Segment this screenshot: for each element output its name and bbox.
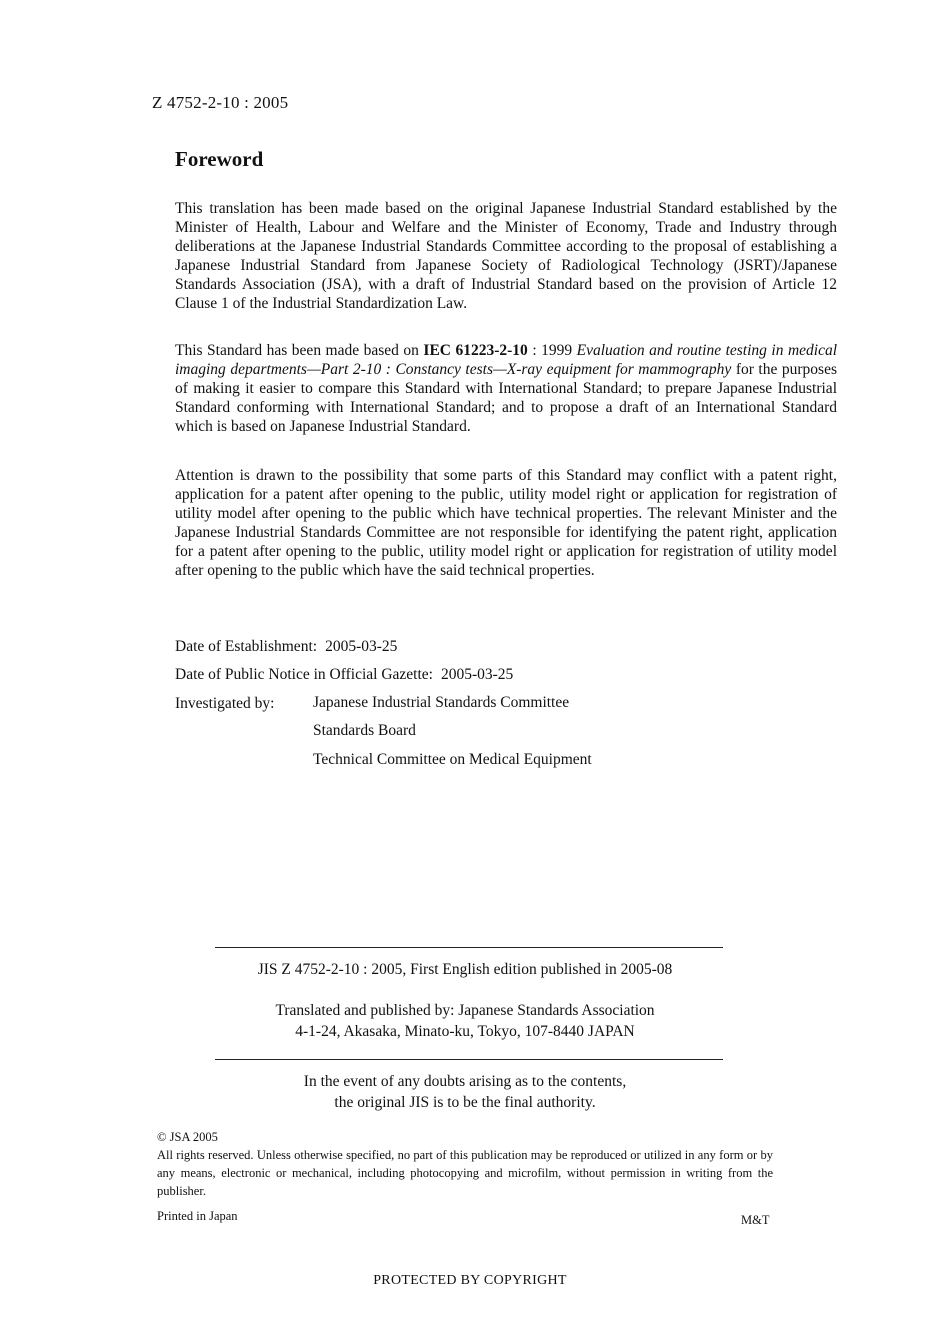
iec-title: Evaluation and routine testing in medical imaging departments—Part 2-10 : Constancy tests—X-ray equipment for mammography	[175, 342, 838, 378]
divider-top	[215, 947, 723, 948]
divider-bottom	[215, 1059, 723, 1060]
rights-statement: All rights reserved. Unless otherwise specified, no part of this publication may be reproduced or utilized in any form or by any means, electronic or mechanical, including photocopying and microfilm, without permission in writing from the publisher.	[157, 1148, 773, 1198]
investigated-line: Japanese Industrial Standards Committee	[313, 694, 570, 711]
edition-line: JIS Z 4752-2-10 : 2005, First English edition published in 2005-08	[257, 961, 673, 978]
investigated-label: Investigated by:	[175, 695, 275, 712]
page-title: Foreword	[175, 147, 264, 171]
investigated-line: Standards Board	[313, 722, 416, 739]
paragraph-translation-basis: This translation has been made based on the original Japanese Industrial Standard established by the Minister of Health, Labour and Welfare and the Minister of Economy, Trade and Industry through deliberations at the Japanese Industrial Standards Committee according to the proposal of establishing a Japanese Industrial Standard from Japanese Society of Radiological Technology (JSRT)/Japanese Standards Association (JSA), with a draft of Industrial Standard based on the provision of Article 12 Clause 1 of the Industrial Standardization Law.	[175, 200, 837, 312]
address-line: 4-1-24, Akasaka, Minato-ku, Tokyo, 107-8440 JAPAN	[295, 1023, 635, 1040]
printed-in: Printed in Japan	[157, 1209, 238, 1223]
authority-line-1: In the event of any doubts arising as to the contents,	[303, 1073, 627, 1090]
copyright-notice: © JSA 2005	[157, 1130, 218, 1144]
paragraph-patent-notice: Attention is drawn to the possibility that some parts of this Standard may conflict with a patent right, application for a patent after opening to the public, utility model right or application for registration of utility model after opening to the public which have technical properties. The relevant Minister and the Japanese Industrial Standards Committee are not responsible for identifying the patent right, application for a patent after opening to the public, utility model right or application for registration of utility model after opening to the public which have the said technical properties.	[175, 467, 837, 579]
establishment-date-row	[175, 637, 397, 656]
printer-code: M&T	[741, 1213, 770, 1227]
protected-footer: PROTECTED BY COPYRIGHT	[373, 1273, 567, 1288]
establishment-label: Date of Establishment:	[175, 638, 318, 655]
gazette-date-row	[175, 665, 513, 684]
establishment-value: 2005-03-25	[325, 638, 398, 655]
gazette-label: Date of Public Notice in Official Gazette:	[175, 666, 433, 683]
standard-number: Z 4752-2-10 : 2005	[152, 93, 289, 112]
investigated-line: Technical Committee on Medical Equipment	[313, 751, 592, 768]
paragraph-iec-basis	[175, 341, 837, 436]
iec-year: : 1999	[532, 342, 573, 359]
p2-lead: This Standard has been made based on	[175, 342, 419, 359]
authority-line-2: the original JIS is to be the final authority.	[334, 1094, 596, 1111]
iec-reference: IEC 61223-2-10	[423, 342, 528, 359]
p2-rest: for the purposes of making it easier to compare this Standard with International Standard; to prepare Japanese Industrial Standard conforming with International Standard; and to propose a draft of an International Standard which is based on Japanese Industrial Standard.	[175, 361, 837, 435]
publisher-line: Translated and published by: Japanese Standards Association	[275, 1002, 655, 1019]
gazette-value: 2005-03-25	[440, 666, 514, 683]
